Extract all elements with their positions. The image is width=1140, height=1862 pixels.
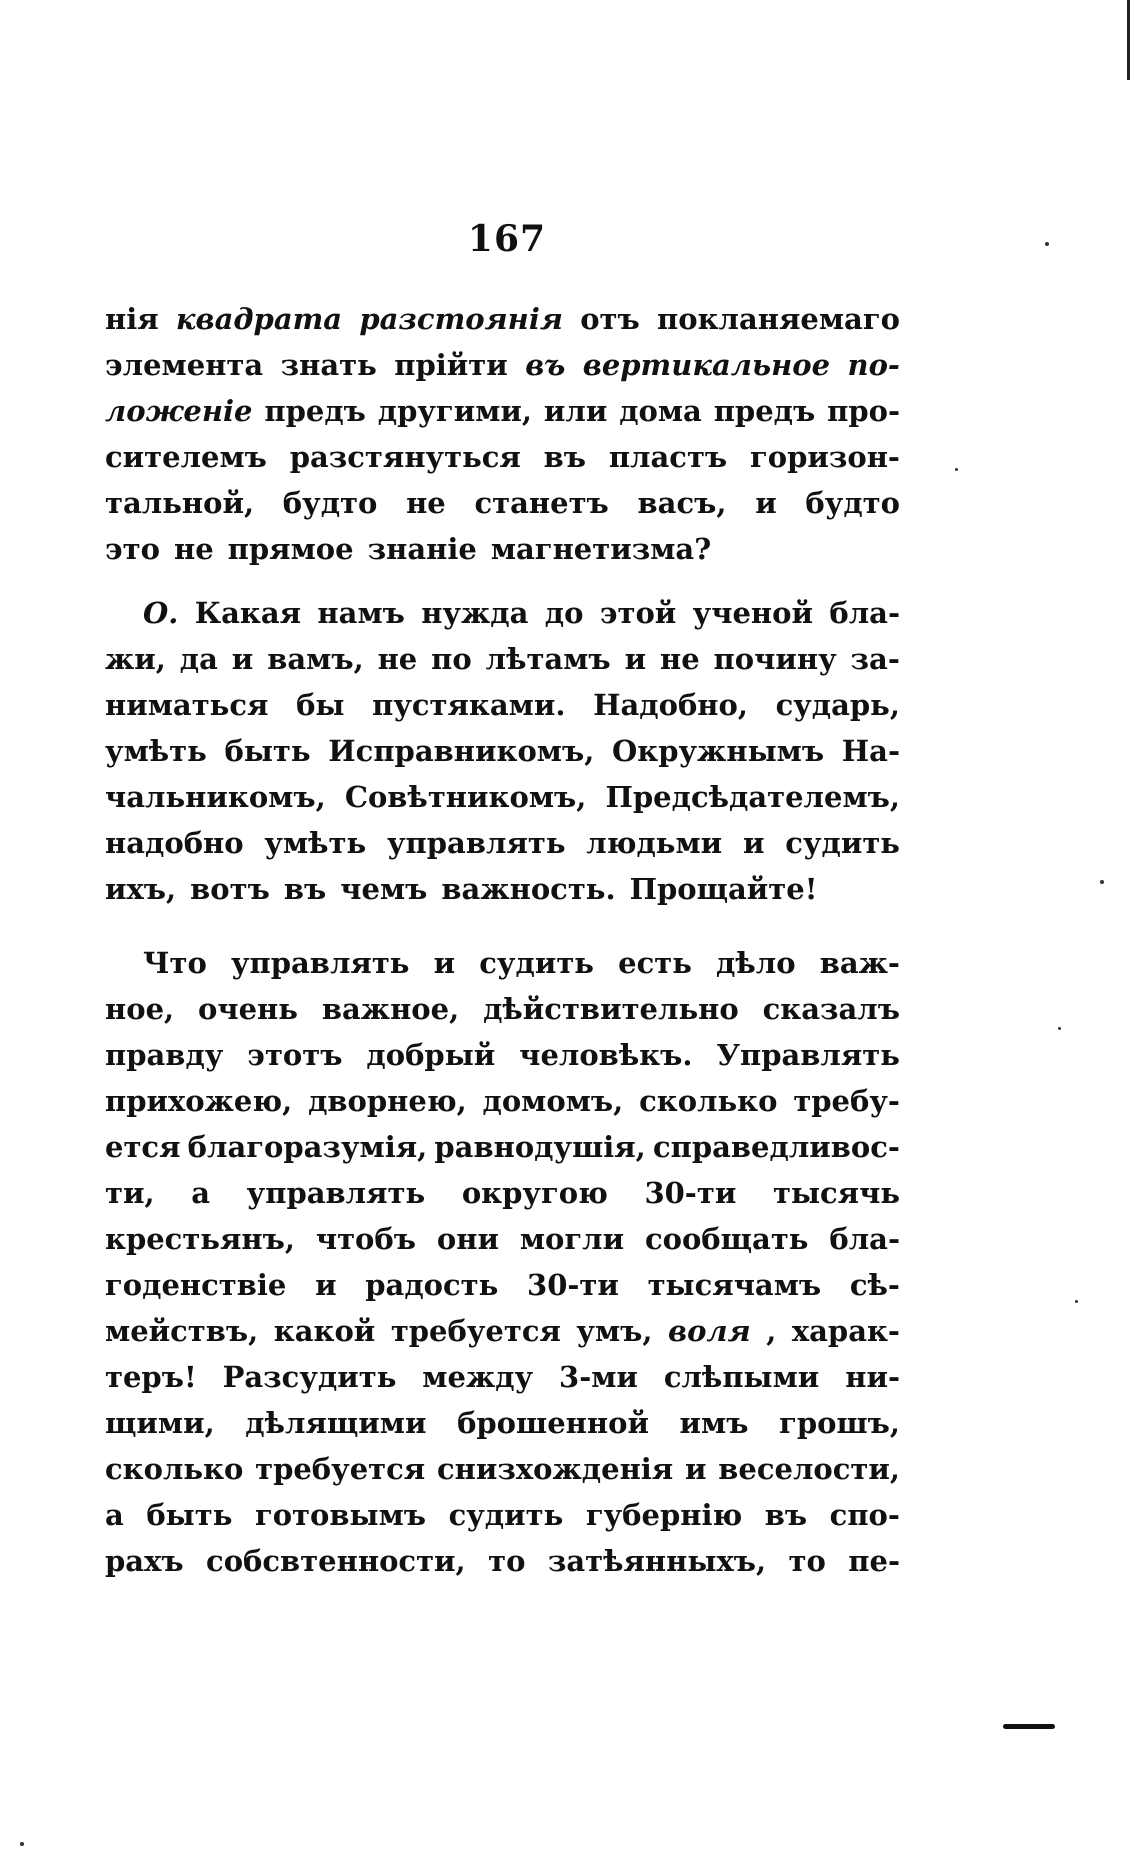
word: пластъ (608, 440, 728, 474)
word: прихожею, (105, 1084, 293, 1118)
text-line (105, 636, 900, 682)
word: Прощайте! (629, 872, 818, 906)
word: и (684, 1452, 707, 1486)
text-line (105, 682, 900, 728)
page-rule-mark (1003, 1724, 1055, 1729)
text-line (105, 1308, 900, 1354)
word: Окружнымъ (612, 734, 825, 768)
word: бла- (829, 1222, 900, 1256)
word: благоразумія, (187, 1130, 428, 1164)
word: тысячь (772, 1176, 900, 1210)
text-line (105, 940, 900, 986)
word: ни- (845, 1360, 900, 1394)
word: Совѣтникомъ, (344, 780, 587, 814)
word: управлять (246, 1176, 426, 1210)
word: сударь, (775, 688, 900, 722)
word: нужда (421, 596, 529, 630)
word: округою (461, 1176, 608, 1210)
word: не (377, 642, 418, 676)
word: теръ! (105, 1360, 197, 1394)
word: въ (764, 1498, 808, 1532)
word: спо- (829, 1498, 900, 1532)
word: между (422, 1360, 534, 1394)
text-line (105, 480, 900, 526)
word: разстоянія (359, 302, 563, 336)
word: не (406, 486, 446, 520)
word: есть (618, 946, 692, 980)
word: брошенной (457, 1406, 649, 1440)
word: справедливос- (652, 1130, 900, 1164)
word: они (436, 1222, 499, 1256)
word: людьми (586, 826, 723, 860)
word: жи, (105, 642, 166, 676)
word: домомъ, (482, 1084, 624, 1118)
scan-speck (1045, 242, 1049, 246)
word: отъ (580, 302, 640, 336)
word: готовымъ (254, 1498, 427, 1532)
text-line (105, 1124, 900, 1170)
word: добрый (366, 1038, 496, 1072)
word: крестьянъ, (105, 1222, 295, 1256)
word: харак- (791, 1314, 900, 1348)
word: очень (198, 992, 298, 1026)
word: то (788, 1544, 826, 1578)
word: дѣйствительно (483, 992, 739, 1026)
scan-speck (1075, 1300, 1078, 1303)
word: губернію (585, 1498, 743, 1532)
word: мействъ, (105, 1314, 259, 1348)
word: до (544, 596, 584, 630)
word: дома (619, 394, 702, 428)
word: и (624, 642, 647, 676)
word: судить (479, 946, 594, 980)
word: по (431, 642, 472, 676)
word: чтобъ (315, 1222, 416, 1256)
word: и (231, 642, 254, 676)
word: О. (143, 596, 179, 630)
word: собсвтенности, (206, 1544, 466, 1578)
word: снизхожденія (436, 1452, 674, 1486)
word: тальной, (105, 486, 255, 520)
word: ется (105, 1130, 181, 1164)
word: а (105, 1498, 124, 1532)
text-line (105, 1078, 900, 1124)
word: не (659, 642, 700, 676)
text-line (105, 1538, 900, 1584)
word: надобно (105, 826, 244, 860)
word: управлять (230, 946, 410, 980)
word: какой (273, 1314, 376, 1348)
text-line (105, 526, 900, 572)
word: другими, (377, 394, 532, 428)
paragraph-1 (105, 296, 900, 572)
word: годенствіе (105, 1268, 287, 1302)
word: радость (365, 1268, 499, 1302)
word: Управлять (716, 1038, 900, 1072)
word: горизон- (749, 440, 900, 474)
word: въ (543, 440, 587, 474)
word: и (742, 826, 765, 860)
scan-speck (1058, 1027, 1061, 1030)
word: лѣтамъ (485, 642, 611, 676)
word: за- (850, 642, 900, 676)
word: и (315, 1268, 337, 1302)
word: будто (805, 486, 900, 520)
word: быть (224, 734, 311, 768)
word: почину (713, 642, 837, 676)
word: имъ (679, 1406, 749, 1440)
word: элемента (105, 348, 264, 382)
word: требу- (793, 1084, 900, 1118)
word: требуется (390, 1314, 561, 1348)
word: правду (105, 1038, 224, 1072)
scan-speck (20, 1842, 24, 1846)
word: равнодушія, (434, 1130, 646, 1164)
word: умѣть (105, 734, 207, 768)
word: дѣлящими (245, 1406, 427, 1440)
word: умъ, (576, 1314, 653, 1348)
word: управлять (386, 826, 566, 860)
word: предъ (713, 394, 816, 428)
word: судить (785, 826, 900, 860)
word: пустяками. (372, 688, 566, 722)
word: чемъ (340, 872, 428, 906)
word: сѣ- (849, 1268, 900, 1302)
text-line (105, 1354, 900, 1400)
word: важность. (441, 872, 616, 906)
word: Надобно, (593, 688, 748, 722)
word: покланяемаго (657, 302, 900, 336)
word: по- (847, 348, 900, 382)
text-line (105, 296, 900, 342)
text-line (105, 820, 900, 866)
word: умѣть (264, 826, 367, 860)
word: да (179, 642, 218, 676)
word: сказалъ (762, 992, 900, 1026)
text-line (105, 1400, 900, 1446)
word: ниматься (105, 688, 269, 722)
word: не (173, 532, 214, 566)
word: это (105, 532, 160, 566)
word: прямое (227, 532, 354, 566)
page-edge-line (1127, 0, 1130, 80)
word: васъ, (637, 486, 727, 520)
word: этотъ (247, 1038, 343, 1072)
word: воля (668, 1314, 751, 1348)
text-line (105, 1446, 900, 1492)
text-line (105, 590, 900, 636)
word: Разсудить (222, 1360, 397, 1394)
word: бла- (829, 596, 900, 630)
word: человѣкъ. (519, 1038, 693, 1072)
word: въ (283, 872, 327, 906)
text-line (105, 1492, 900, 1538)
word: бы (296, 688, 345, 722)
word: чальникомъ, (105, 780, 326, 814)
word: вертикальное (582, 348, 831, 382)
paragraph-3 (105, 940, 900, 1584)
word: грошъ, (779, 1406, 900, 1440)
scan-speck (1100, 880, 1104, 884)
word: въ (525, 348, 566, 382)
word: ное, (105, 992, 175, 1026)
word: то (488, 1544, 526, 1578)
word: разстянуться (289, 440, 521, 474)
word: ложеніе (105, 394, 253, 428)
word: щими, (105, 1406, 215, 1440)
text-line (105, 1170, 900, 1216)
word: рахъ (105, 1544, 184, 1578)
word: сообщать (644, 1222, 809, 1256)
word: и (755, 486, 777, 520)
word: нія (105, 302, 159, 336)
word: сколько (639, 1084, 778, 1118)
text-line (105, 342, 900, 388)
word: важ- (819, 946, 900, 980)
word: 30-ти (644, 1176, 737, 1210)
word: тысячамъ (647, 1268, 822, 1302)
word: ихъ, (105, 872, 177, 906)
word: 30-ти (527, 1268, 619, 1302)
word: станетъ (474, 486, 609, 520)
word: сколько (105, 1452, 244, 1486)
word: Что (143, 946, 207, 980)
word: дѣло (716, 946, 796, 980)
text-line (105, 986, 900, 1032)
word: дворнею, (308, 1084, 467, 1118)
page-number: 167 (467, 218, 547, 260)
word: пе- (848, 1544, 900, 1578)
word: веселости, (718, 1452, 900, 1486)
word: затѣянныхъ, (547, 1544, 767, 1578)
word: важное, (321, 992, 460, 1026)
text-line (105, 388, 900, 434)
word: намъ (317, 596, 405, 630)
word: Какая (194, 596, 302, 630)
word: слѣпыми (663, 1360, 820, 1394)
word: требуется (255, 1452, 426, 1486)
word: магнетизма? (490, 532, 712, 566)
text-line (105, 1216, 900, 1262)
word: Исправникомъ, (328, 734, 595, 768)
word: быть (146, 1498, 233, 1532)
paragraph-2 (105, 590, 900, 912)
word: Предсѣдателемъ, (605, 780, 900, 814)
word: На- (841, 734, 900, 768)
word: вамъ, (267, 642, 364, 676)
text-line (105, 1032, 900, 1078)
word: или (543, 394, 608, 428)
word: про- (827, 394, 900, 428)
word: предъ (264, 394, 366, 428)
word: квадрата (175, 302, 343, 336)
word: , (766, 1314, 777, 1348)
text-line (105, 1262, 900, 1308)
text-line (105, 866, 900, 912)
scan-speck (955, 468, 958, 471)
word: прійти (394, 348, 508, 382)
text-line (105, 728, 900, 774)
word: ученой (692, 596, 813, 630)
word: могли (519, 1222, 625, 1256)
word: а (191, 1176, 211, 1210)
word: будто (282, 486, 378, 520)
word: знать (280, 348, 377, 382)
text-line (105, 434, 900, 480)
word: и (433, 946, 456, 980)
word: ти, (105, 1176, 155, 1210)
word: вотъ (190, 872, 270, 906)
text-line (105, 774, 900, 820)
word: сителемъ (105, 440, 267, 474)
word: знаніе (367, 532, 477, 566)
word: этой (599, 596, 677, 630)
word: 3-ми (559, 1360, 638, 1394)
word: судить (448, 1498, 564, 1532)
